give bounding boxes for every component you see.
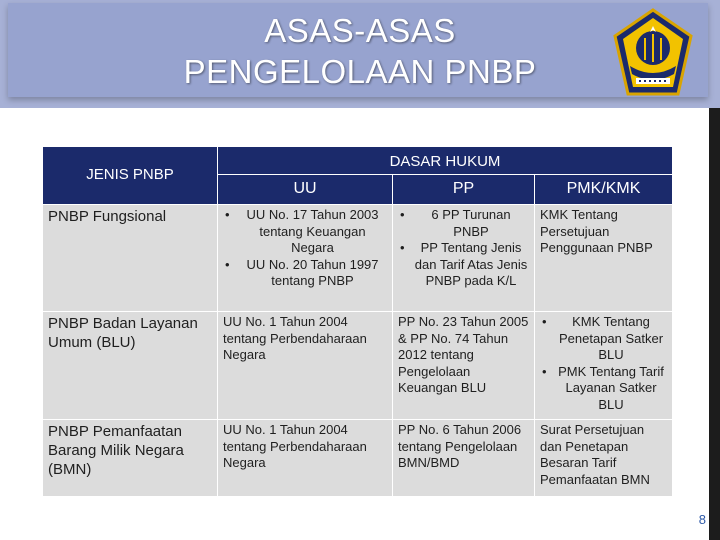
list-item: • KMK Tentang Penetapan Satker BLU [540, 314, 668, 364]
header-pp: PP [393, 175, 535, 205]
cell-pp: PP No. 6 Tahun 2006 tentang Pengelolaan BMN/BMD [393, 420, 535, 497]
list-item: • UU No. 20 Tahun 1997 tentang PNBP [223, 257, 388, 290]
cell-pp: PP No. 23 Tahun 2005 & PP No. 74 Tahun 2012 tentang Pengelolaan Keuangan BLU [393, 312, 535, 420]
cell-uu: UU No. 1 Tahun 2004 tentang Perbendaharaan Negara [218, 312, 393, 420]
header-dasar-hukum: DASAR HUKUM [218, 147, 673, 175]
header-jenis-pnbp: JENIS PNBP [43, 147, 218, 205]
table-row [43, 312, 673, 420]
cell-uu: UU No. 1 Tahun 2004 tentang Perbendaharaan Negara [218, 420, 393, 497]
cell-jenis: PNBP Badan Layanan Umum (BLU) [43, 312, 218, 420]
cell-pmk [535, 312, 673, 420]
cell-jenis: PNBP Fungsional [43, 205, 218, 312]
cell-pmk: Surat Persetujuan dan Penetapan Besaran Tarif Pemanfaatan BMN [535, 420, 673, 497]
header-pmk-kmk: PMK/KMK [535, 175, 673, 205]
cell-uu [218, 205, 393, 312]
uu-list [223, 207, 388, 290]
cell-pmk: KMK Tentang Persetujuan Penggunaan PNBP [535, 205, 673, 312]
list-item: • UU No. 17 Tahun 2003 tentang Keuangan Negara [223, 207, 388, 257]
pp-list [398, 207, 530, 290]
title-line-2: PENGELOLAAN PNBP [183, 53, 537, 90]
page-number: 8 [698, 512, 706, 527]
table-row [43, 420, 673, 497]
header-uu: UU [218, 175, 393, 205]
list-item: • PMK Tentang Tarif Layanan Satker BLU [540, 364, 668, 414]
pmk-list [540, 314, 668, 413]
right-edge-bar [709, 108, 720, 540]
cell-pp [393, 205, 535, 312]
list-item: • 6 PP Turunan PNBP [398, 207, 530, 240]
dasar-hukum-table [42, 146, 673, 497]
table-row [43, 205, 673, 312]
title-line-1: ASAS-ASAS [264, 12, 456, 49]
kemenkeu-logo-icon [612, 8, 694, 98]
cell-jenis: PNBP Pemanfaatan Barang Milik Negara (BMN) [43, 420, 218, 497]
list-item: • PP Tentang Jenis dan Tarif Atas Jenis PNBP pada K/L [398, 240, 530, 290]
